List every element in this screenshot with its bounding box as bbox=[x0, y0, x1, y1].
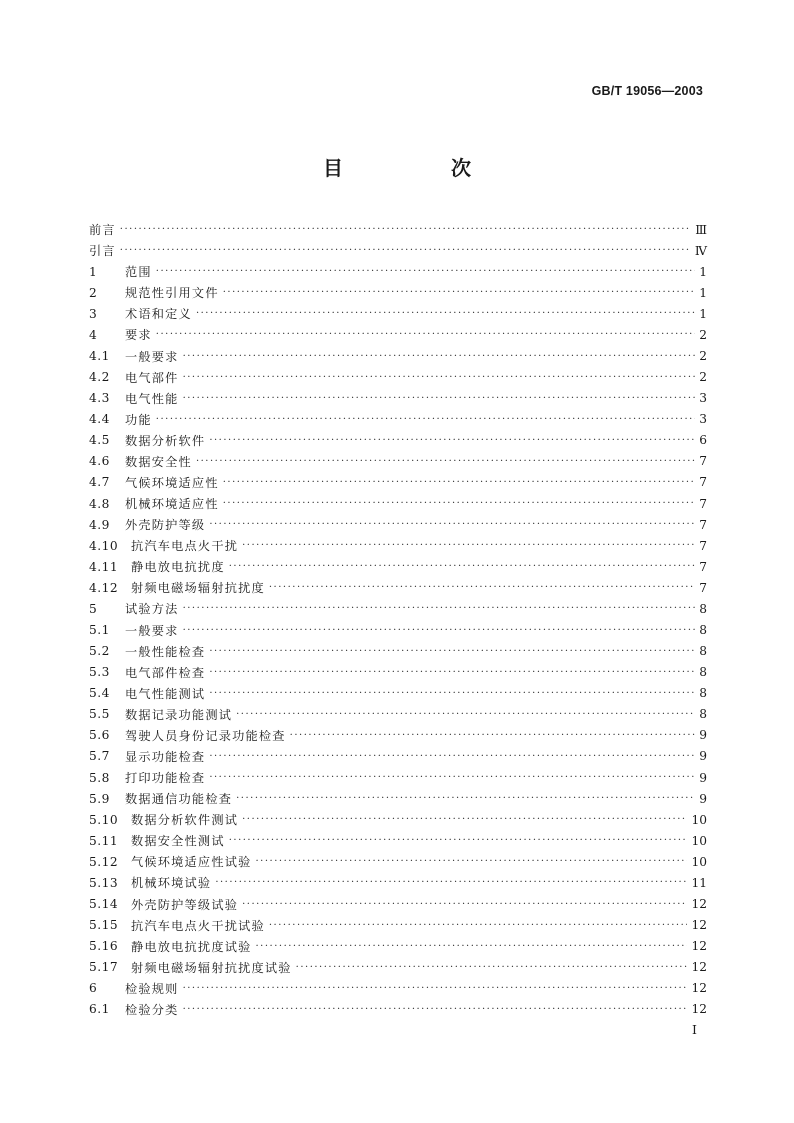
toc-entry-page: 12 bbox=[691, 897, 707, 912]
toc-entry-page: 9 bbox=[699, 728, 707, 743]
toc-entry-number: 4.2 bbox=[89, 370, 110, 385]
toc-entry-title: 要求 bbox=[125, 328, 152, 343]
toc-entry-title: 电气部件 bbox=[125, 370, 179, 385]
toc-entry-page: 12 bbox=[691, 1002, 707, 1017]
toc-entry-page: 11 bbox=[691, 875, 707, 890]
toc-entry-number: 4.10 bbox=[89, 538, 119, 553]
toc-entry-number: 4 bbox=[89, 327, 98, 342]
toc-dot-leader bbox=[229, 835, 688, 846]
toc-entry-title: 规范性引用文件 bbox=[125, 286, 219, 301]
toc-entry-page: Ⅳ bbox=[694, 243, 707, 258]
toc-dot-leader bbox=[256, 856, 688, 867]
toc-entry-page: 8 bbox=[699, 707, 707, 722]
toc-entry-page: 1 bbox=[699, 264, 707, 279]
toc-entry-page: 7 bbox=[699, 580, 707, 595]
toc-entry[interactable] bbox=[89, 851, 707, 872]
toc-entry[interactable] bbox=[89, 999, 707, 1020]
toc-dot-leader bbox=[290, 730, 696, 741]
toc-entry-title: 检验分类 bbox=[125, 1002, 179, 1017]
toc-entry[interactable] bbox=[89, 978, 707, 999]
toc-entry-page: 10 bbox=[691, 812, 707, 827]
toc-dot-leader bbox=[196, 308, 695, 319]
toc-dot-leader bbox=[183, 603, 696, 614]
toc-entry-number: 4.7 bbox=[89, 475, 110, 490]
toc-entry-number: 1 bbox=[89, 264, 98, 279]
toc-entry[interactable] bbox=[89, 493, 707, 514]
toc-entry-title: 数据分析软件 bbox=[125, 433, 206, 448]
toc-dot-leader bbox=[209, 646, 695, 657]
toc-entry-title: 数据安全性 bbox=[125, 454, 192, 469]
toc-entry[interactable] bbox=[89, 535, 707, 556]
toc-entry[interactable] bbox=[89, 915, 707, 936]
toc-entry-number: 5.16 bbox=[89, 939, 119, 954]
toc-entry-title: 检验规则 bbox=[125, 981, 179, 996]
toc-entry-page: 9 bbox=[699, 791, 707, 806]
toc-dot-leader bbox=[183, 351, 696, 362]
toc-entry-title: 机械环境试验 bbox=[131, 876, 212, 891]
toc-entry-title: 数据分析软件测试 bbox=[131, 813, 239, 828]
toc-entry-page: 7 bbox=[699, 454, 707, 469]
toc-entry-number: 5.8 bbox=[89, 770, 110, 785]
toc-entry[interactable] bbox=[89, 957, 707, 978]
toc-entry-page: 7 bbox=[699, 496, 707, 511]
toc-entry-title: 数据通信功能检查 bbox=[125, 792, 233, 807]
toc-entry[interactable] bbox=[89, 324, 707, 345]
toc-entry-number: 2 bbox=[89, 285, 98, 300]
toc-entry-page: 12 bbox=[691, 918, 707, 933]
toc-entry[interactable] bbox=[89, 872, 707, 893]
toc-entry-title: 打印功能检查 bbox=[125, 771, 206, 786]
page-title: 目 次 bbox=[323, 156, 515, 180]
toc-entry[interactable] bbox=[89, 367, 707, 388]
toc-dot-leader bbox=[209, 751, 695, 762]
toc-entry-page: 9 bbox=[699, 770, 707, 785]
toc-entry-title: 试验方法 bbox=[125, 602, 179, 617]
toc-entry-title: 驾驶人员身份记录功能检查 bbox=[125, 728, 286, 743]
toc-entry[interactable] bbox=[89, 409, 707, 430]
toc-entry-number: 4.3 bbox=[89, 391, 110, 406]
toc-entry[interactable] bbox=[89, 809, 707, 830]
toc-entry-page: 10 bbox=[691, 833, 707, 848]
toc-dot-leader bbox=[256, 941, 688, 952]
toc-dot-leader bbox=[183, 983, 688, 994]
toc-entry-number: 5.11 bbox=[89, 833, 119, 848]
toc-entry[interactable] bbox=[89, 345, 707, 366]
toc-entry-number: 5.13 bbox=[89, 875, 119, 890]
toc-entry-page: 7 bbox=[699, 517, 707, 532]
toc-entry-number: 4.11 bbox=[89, 559, 119, 574]
toc-entry[interactable] bbox=[89, 788, 707, 809]
toc-entry-number: 5.12 bbox=[89, 854, 119, 869]
toc-entry-page: 3 bbox=[699, 391, 707, 406]
toc-entry-number: 5.1 bbox=[89, 623, 110, 638]
toc-entry-title: 机械环境适应性 bbox=[125, 497, 219, 512]
toc-dot-leader bbox=[209, 667, 695, 678]
toc-entry-number: 5.14 bbox=[89, 897, 119, 912]
toc-entry-title: 电气性能测试 bbox=[125, 686, 206, 701]
toc-entry[interactable] bbox=[89, 219, 707, 240]
toc-entry-title: 抗汽车电点火干扰 bbox=[131, 539, 239, 554]
toc-entry-page: 2 bbox=[699, 327, 707, 342]
toc-entry-number: 5.15 bbox=[89, 918, 119, 933]
toc-entry[interactable] bbox=[89, 598, 707, 619]
toc-dot-leader bbox=[209, 772, 695, 783]
standard-code: GB/T 19056—2003 bbox=[591, 84, 703, 98]
toc-entry-title: 一般性能检查 bbox=[125, 644, 206, 659]
toc-dot-leader bbox=[269, 582, 695, 593]
toc-entry-number: 4.12 bbox=[89, 580, 119, 595]
toc-entry-number: 5.7 bbox=[89, 749, 110, 764]
toc-entry-number: 5.4 bbox=[89, 686, 110, 701]
toc-entry[interactable] bbox=[89, 704, 707, 725]
toc-entry-page: 2 bbox=[699, 349, 707, 363]
toc-entry-title: 射频电磁场辐射抗扰度 bbox=[131, 581, 265, 596]
toc-entry[interactable] bbox=[89, 725, 707, 746]
toc-dot-leader bbox=[242, 899, 687, 910]
toc-entry[interactable] bbox=[89, 282, 707, 303]
toc-entry-title: 外壳防护等级 bbox=[125, 518, 206, 533]
toc-entry-page: 6 bbox=[699, 433, 707, 448]
toc-entry-number: 5.5 bbox=[89, 707, 110, 722]
toc-entry-title: 显示功能检查 bbox=[125, 749, 206, 764]
toc-entry-number: 4.4 bbox=[89, 412, 110, 427]
toc-entry-page: 3 bbox=[699, 412, 707, 427]
toc-entry-page: 1 bbox=[699, 306, 707, 321]
toc-entry[interactable] bbox=[89, 514, 707, 535]
toc-dot-leader bbox=[223, 287, 696, 298]
toc-entry[interactable] bbox=[89, 619, 707, 640]
toc-dot-leader bbox=[120, 245, 691, 256]
toc-dot-leader bbox=[183, 1004, 688, 1015]
toc-entry[interactable] bbox=[89, 556, 707, 577]
toc-entry[interactable] bbox=[89, 746, 707, 767]
toc-entry-title: 电气部件检查 bbox=[125, 665, 206, 680]
toc-entry-number: 4.8 bbox=[89, 496, 110, 511]
toc-entry-number: 4.5 bbox=[89, 433, 110, 448]
toc-entry[interactable] bbox=[89, 451, 707, 472]
toc-entry-number: 4.9 bbox=[89, 517, 110, 532]
toc-entry-number: 4.6 bbox=[89, 454, 110, 469]
toc-entry[interactable] bbox=[89, 641, 707, 662]
toc-entry-page: 12 bbox=[691, 981, 707, 996]
toc-entry[interactable] bbox=[89, 303, 707, 324]
toc-dot-leader bbox=[229, 561, 696, 572]
toc-entry-page: 9 bbox=[699, 749, 707, 764]
toc-entry-title: 引言 bbox=[89, 244, 116, 259]
toc-dot-leader bbox=[236, 793, 695, 804]
toc-entry-title: 范围 bbox=[125, 265, 152, 280]
toc-entry-title: 抗汽车电点火干扰试验 bbox=[131, 918, 265, 933]
toc-dot-leader bbox=[215, 877, 687, 888]
toc-entry-title: 静电放电抗扰度 bbox=[131, 560, 225, 575]
toc-dot-leader bbox=[223, 477, 696, 488]
toc-entry-page: 1 bbox=[699, 285, 707, 300]
toc-entry[interactable] bbox=[89, 577, 707, 598]
toc-entry[interactable] bbox=[89, 240, 707, 261]
toc-entry-title: 一般要求 bbox=[125, 623, 179, 638]
toc-entry[interactable] bbox=[89, 936, 707, 957]
toc-entry-title: 术语和定义 bbox=[125, 307, 192, 322]
toc-entry-number: 3 bbox=[89, 306, 98, 321]
toc-entry[interactable] bbox=[89, 388, 707, 409]
toc-entry-title: 静电放电抗扰度试验 bbox=[131, 939, 252, 954]
toc-dot-leader bbox=[156, 266, 695, 277]
toc-dot-leader bbox=[183, 393, 696, 404]
toc-dot-leader bbox=[156, 414, 695, 425]
toc-entry-title: 电气性能 bbox=[125, 391, 179, 406]
toc-dot-leader bbox=[236, 709, 695, 720]
toc-entry[interactable] bbox=[89, 261, 707, 282]
toc-entry-page: 7 bbox=[699, 538, 707, 553]
toc-entry-number: 5.17 bbox=[89, 960, 119, 975]
toc-dot-leader bbox=[223, 498, 696, 509]
toc-dot-leader bbox=[242, 540, 695, 551]
toc-entry-title: 一般要求 bbox=[125, 349, 179, 364]
toc-entry-number: 5.3 bbox=[89, 665, 110, 680]
toc-entry-number: 5.10 bbox=[89, 812, 119, 827]
toc-dot-leader bbox=[156, 329, 695, 340]
toc-dot-leader bbox=[120, 224, 691, 235]
toc-entry[interactable] bbox=[89, 430, 707, 451]
toc-entry-number: 4.1 bbox=[89, 349, 110, 363]
toc-dot-leader bbox=[209, 688, 695, 699]
toc-dot-leader bbox=[209, 519, 695, 530]
page-number: I bbox=[692, 1022, 697, 1037]
toc-entry[interactable] bbox=[89, 767, 707, 788]
toc-entry-page: 12 bbox=[691, 960, 707, 975]
toc-entry[interactable] bbox=[89, 683, 707, 704]
toc-entry-page: 7 bbox=[699, 475, 707, 490]
toc-entry-number: 5.2 bbox=[89, 644, 110, 659]
toc-dot-leader bbox=[196, 456, 695, 467]
toc-entry-page: 8 bbox=[699, 623, 707, 638]
toc-entry-title: 功能 bbox=[125, 412, 152, 427]
table-of-contents bbox=[89, 219, 707, 1020]
toc-entry-page: 10 bbox=[691, 854, 707, 869]
toc-entry-title: 射频电磁场辐射抗扰度试验 bbox=[131, 960, 292, 975]
toc-dot-leader bbox=[242, 814, 687, 825]
toc-entry-number: 6 bbox=[89, 981, 98, 996]
toc-entry-title: 气候环境适应性 bbox=[125, 475, 219, 490]
toc-entry-title: 前言 bbox=[89, 223, 116, 238]
toc-dot-leader bbox=[209, 435, 695, 446]
toc-entry-page: 7 bbox=[699, 559, 707, 574]
toc-entry-page: 8 bbox=[699, 665, 707, 680]
toc-entry-page: 8 bbox=[699, 686, 707, 701]
toc-entry-page: 8 bbox=[699, 601, 707, 616]
toc-entry-page: 2 bbox=[699, 370, 707, 385]
toc-entry-title: 数据记录功能测试 bbox=[125, 707, 233, 722]
toc-dot-leader bbox=[183, 372, 696, 383]
toc-entry-page: Ⅲ bbox=[695, 222, 707, 237]
toc-entry-number: 6.1 bbox=[89, 1002, 110, 1017]
toc-dot-leader bbox=[269, 920, 688, 931]
toc-dot-leader bbox=[296, 962, 688, 973]
toc-entry-page: 12 bbox=[691, 939, 707, 954]
toc-entry[interactable] bbox=[89, 662, 707, 683]
toc-entry-title: 外壳防护等级试验 bbox=[131, 897, 239, 912]
toc-entry-number: 5 bbox=[89, 601, 98, 616]
toc-entry-page: 8 bbox=[699, 644, 707, 659]
toc-entry-title: 数据安全性测试 bbox=[131, 834, 225, 849]
toc-entry[interactable] bbox=[89, 830, 707, 851]
toc-entry[interactable] bbox=[89, 894, 707, 915]
toc-entry-number: 5.9 bbox=[89, 791, 110, 806]
toc-entry-number: 5.6 bbox=[89, 728, 110, 743]
toc-entry[interactable] bbox=[89, 472, 707, 493]
toc-entry-title: 气候环境适应性试验 bbox=[131, 855, 252, 870]
toc-dot-leader bbox=[183, 625, 696, 636]
